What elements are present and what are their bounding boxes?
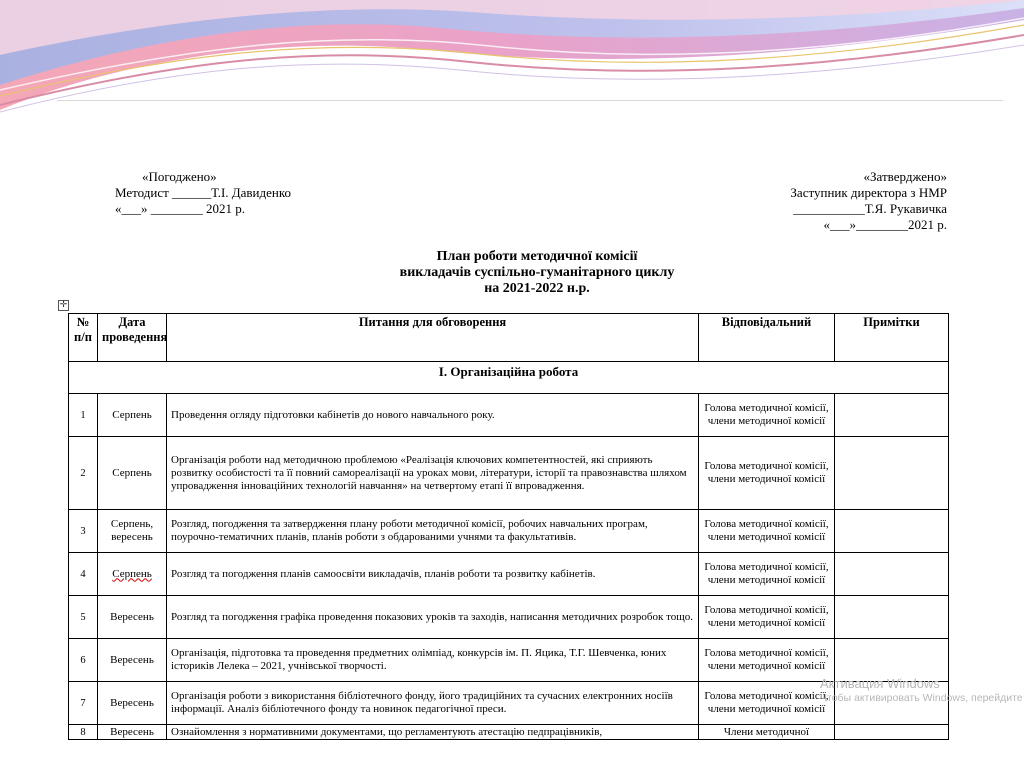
row-topic: Організація роботи над методичною проблемою «Реалізація ключових компетентностей, які сприяють розвитку особистості та її повний самореалізації на уроках мови, літератури, історії та правознавства шляхом упровадження інноваційних технологій навчання» на четвертому етапі її впровадження. xyxy=(167,437,699,510)
row-responsible: Голова методичної комісії, члени методичної комісії xyxy=(699,596,835,639)
row-responsible: Голова методичної комісії, члени методичної комісії xyxy=(699,437,835,510)
header-date: Дата проведення xyxy=(98,314,167,362)
section-title: І. Організаційна робота xyxy=(69,362,949,394)
table-move-handle-icon[interactable]: ✛ xyxy=(59,300,68,310)
table-row xyxy=(69,553,949,596)
row-date: Вересень xyxy=(98,725,167,740)
row-date: Серпень, вересень xyxy=(98,510,167,553)
row-no: 6 xyxy=(69,639,98,682)
row-notes xyxy=(835,553,949,596)
approval-left xyxy=(115,169,291,217)
header-notes: Примітки xyxy=(835,314,949,362)
title-line1: План роботи методичної комісії xyxy=(436,249,638,264)
row-responsible: Голова методичної комісії, члени методичної комісії xyxy=(699,510,835,553)
row-no: 5 xyxy=(69,596,98,639)
approval-right-line3: «___»________2021 р. xyxy=(823,217,947,232)
watermark-line1: Активация Windows xyxy=(820,676,940,691)
approval-right-label: «Затверджено» xyxy=(863,169,947,184)
approval-right-line1: Заступник директора з НМР xyxy=(790,185,947,200)
table-header-row xyxy=(69,314,949,362)
section-row xyxy=(69,362,949,394)
row-date-text: Серпень xyxy=(112,567,152,580)
approval-left-label: «Погоджено» xyxy=(142,169,217,184)
row-date: Вересень xyxy=(98,596,167,639)
row-date: Серпень xyxy=(98,394,167,437)
table-row xyxy=(69,725,949,740)
slide-header-decoration xyxy=(0,0,1024,115)
header-responsible: Відповідальний xyxy=(699,314,835,362)
row-notes xyxy=(835,510,949,553)
row-responsible: Голова методичної комісії, члени методичної комісії xyxy=(699,682,835,725)
row-date: Вересень xyxy=(98,682,167,725)
row-topic: Організація роботи з використання бібліотечного фонду, його традиційних та сучасних електронних носіїв інформації. Аналіз бібліотечного фонду та новинок педагогічної преси. xyxy=(167,682,699,725)
row-responsible: Голова методичної комісії, члени методичної комісії xyxy=(699,553,835,596)
table-row xyxy=(69,596,949,639)
row-notes xyxy=(835,437,949,510)
row-topic: Організація, підготовка та проведення предметних олімпіад, конкурсів ім. П. Яцика, Т.Г. Шевченка, юних істориків Лелека – 2021, учнівської творчості. xyxy=(167,639,699,682)
watermark-line2: Чтобы активировать Windows, перейдите xyxy=(820,692,1023,704)
approval-right-line2: ___________Т.Я. Рукавичка xyxy=(793,201,947,216)
row-topic: Проведення огляду підготовки кабінетів до нового навчального року. xyxy=(167,394,699,437)
header-no: № п/п xyxy=(69,314,98,362)
row-no: 2 xyxy=(69,437,98,510)
table-row xyxy=(69,510,949,553)
table-row xyxy=(69,394,949,437)
row-notes xyxy=(835,596,949,639)
approval-right xyxy=(790,169,947,233)
approval-left-line1: Методист ______Т.І. Давиденко xyxy=(115,185,292,200)
row-topic: Розгляд та погодження планів самоосвіти викладачів, планів роботи та розвитку кабінетів. xyxy=(167,553,699,596)
row-responsible: Члени методичної xyxy=(699,725,835,740)
row-notes xyxy=(835,725,949,740)
row-no: 4 xyxy=(69,553,98,596)
row-responsible: Голова методичної комісії, члени методичної комісії xyxy=(699,394,835,437)
row-notes xyxy=(835,394,949,437)
row-date: Серпень xyxy=(98,437,167,510)
header-topic: Питання для обговорення xyxy=(167,314,699,362)
windows-activation-watermark xyxy=(820,676,1023,706)
document-title xyxy=(277,249,797,297)
row-topic: Розгляд та погодження графіка проведення показових уроків та заходів, написання методичних розробок тощо. xyxy=(167,596,699,639)
row-no: 3 xyxy=(69,510,98,553)
row-date xyxy=(98,553,167,596)
title-line3: на 2021-2022 н.р. xyxy=(484,281,590,296)
row-responsible: Голова методичної комісії, члени методичної комісії xyxy=(699,639,835,682)
title-line2: викладачів суспільно-гуманітарного циклу xyxy=(399,265,675,280)
row-no: 1 xyxy=(69,394,98,437)
table-row xyxy=(69,639,949,682)
table-row xyxy=(69,437,949,510)
plan-table xyxy=(68,313,949,740)
row-no: 8 xyxy=(69,725,98,740)
row-topic: Розгляд, погодження та затвердження плану роботи методичної комісії, робочих навчальних програм, поурочно-тематичних планів, планів роботи з обдарованими учнями та факультативів. xyxy=(167,510,699,553)
table-row xyxy=(69,682,949,725)
row-no: 7 xyxy=(69,682,98,725)
row-date: Вересень xyxy=(98,639,167,682)
row-topic: Ознайомлення з нормативними документами, що регламентують атестацію педпрацівників, xyxy=(167,725,699,740)
approval-left-line2: «___» ________ 2021 р. xyxy=(115,201,245,216)
